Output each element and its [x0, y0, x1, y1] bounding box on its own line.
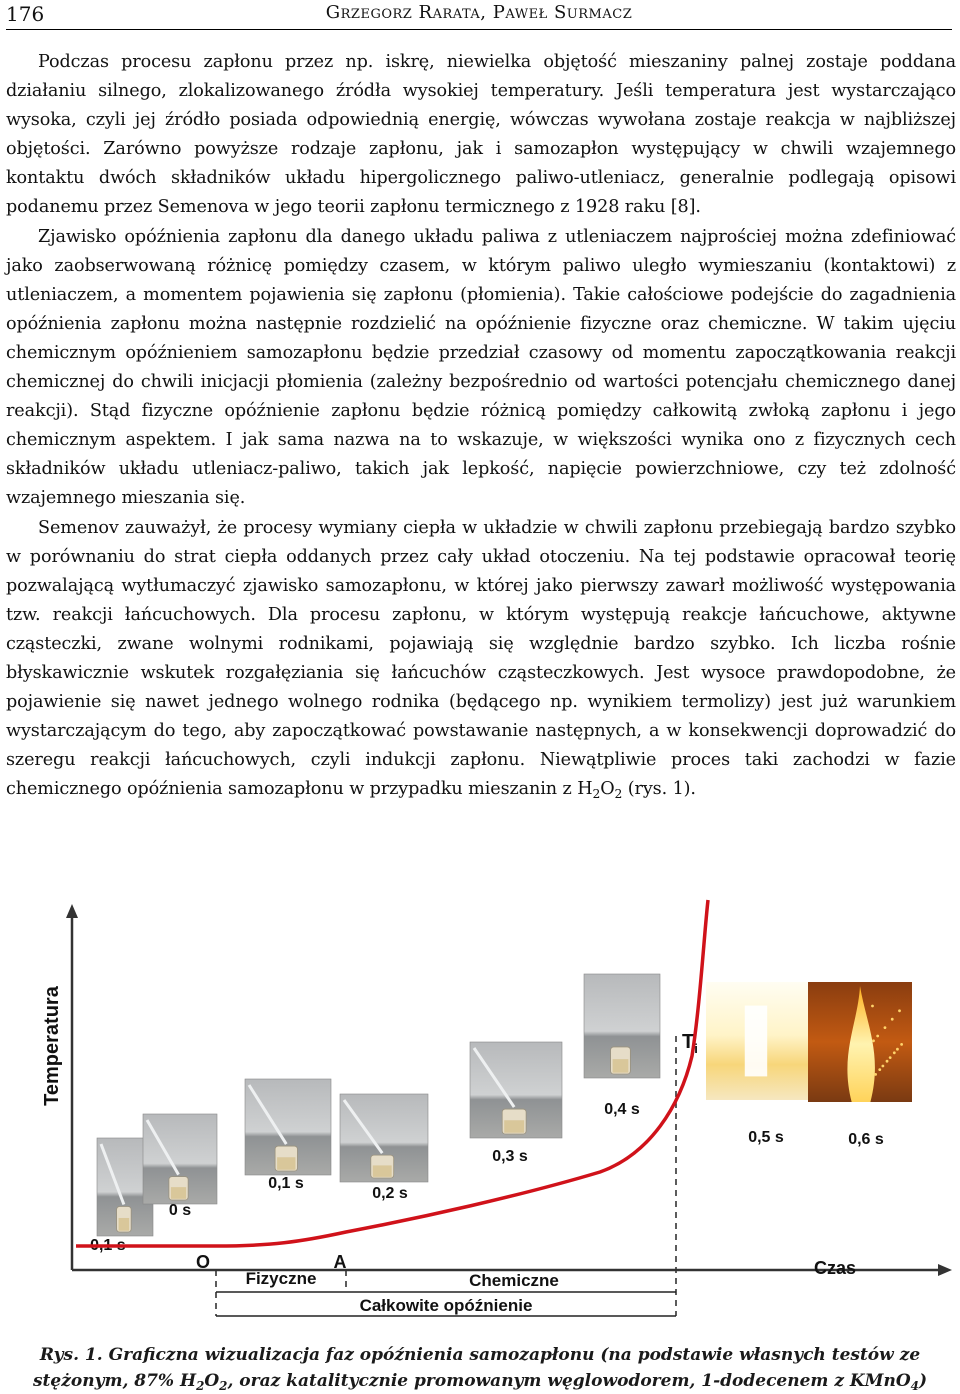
paragraph-3-o: O	[600, 779, 615, 800]
flash-core-icon	[745, 1006, 767, 1077]
spark-icon	[884, 1026, 887, 1029]
frame-time-label: 0,3 s	[492, 1148, 528, 1165]
subscript: 2	[614, 787, 623, 802]
spark-icon	[891, 1018, 894, 1021]
phase-chemical-label: Chemiczne	[469, 1271, 559, 1290]
liquid-icon	[373, 1165, 392, 1176]
y-axis-label: Temperatura	[41, 986, 63, 1106]
frame-photo	[340, 1094, 428, 1202]
frame-photo	[706, 982, 808, 1146]
caption-text: O	[204, 1371, 220, 1391]
frame-time-label: 0 s	[168, 1202, 192, 1219]
subscript: 2	[219, 1379, 228, 1393]
figure-ignition-delay	[0, 896, 960, 1336]
x-axis-label: Czas	[813, 1258, 857, 1278]
spark-icon	[881, 1065, 884, 1068]
caption-text: )	[918, 1371, 927, 1391]
spark-icon	[886, 1060, 889, 1063]
y-axis-arrow-icon	[66, 904, 78, 918]
frame-time-label: 0,4 s	[604, 1101, 640, 1118]
paragraph-1: Podczas procesu zapłonu przez np. iskrę, niewielka objętość mieszaniny palnej zostaje poddana działaniu silnego, zlokalizowanego źródła wysokiej temperatury. Jeśli temperatura jest wystarczająco wysoka, czyli jej źródło posiada odpowiednią energię, wówczas wywołana zostaje reakcja w najbliższej objętości. Zarówno powyższe rodzaje zapłonu, jak i samozapłon występujący w chwili wzajemnego kontaktu dwóch składników układu hipergolicznego paliwo-utleniacz, generalnie podlegają opisowi podanemu przez Semenova w jego teorii zapłonu termicznego z 1928 raku [8].	[6, 52, 956, 218]
liquid-icon	[119, 1218, 130, 1231]
frame-time-label: - 0,1 s	[80, 1237, 126, 1254]
running-head: Grzegorz Rarata, Paweł Surmacz	[325, 2, 633, 23]
frame-photo	[584, 974, 660, 1118]
spark-icon	[898, 1009, 901, 1012]
figure-canvas	[0, 896, 960, 1336]
spark-icon	[900, 1043, 903, 1046]
x-axis-arrow-icon	[938, 1264, 952, 1276]
liquid-icon	[613, 1059, 629, 1073]
frame-photo	[470, 1042, 562, 1165]
body-text	[6, 48, 956, 804]
paragraph-3-text: Semenov zauważył, że procesy wymiany ciepła w układzie w chwili zapłonu przebiegają bardzo szybko w porównaniu do strat ciepła oddanych przez cały układ otoczeniu. Na tej podstawie opracował teorię pozwalającą wytłumaczyć zjawisko samozapłonu, w której jako pierwszy zawarł możliwość występowania tzw. reakcji łańcuchowych. Dla procesu zapłonu, w którym występują reakcje łańcuchowe, aktywne cząsteczki, zwane wolnymi rodnikami, pojawiają się względnie bardzo szybko. Ich liczba rośnie błyskawicznie wskutek rozgałęziania się łańcuchów cząsteczkowych. Jest wysoce prawdopodobne, że pojawienie się nawet jednego wolnego rodnika (będącego np. wynikiem termolizy) jest już warunkiem wystarczającym do tego, aby zapoczątkować powstawanie następnych, a w konsekwencji doprowadzić do szeregu reakcji łańcuchowych, czyli indukcji zapłonu. Niewątpliwie proces taki zachodzi w fazie chemicznego opóźnienia samozapłonu w przypadku mieszanin z H	[6, 517, 956, 800]
frame-photo	[245, 1079, 331, 1192]
page-number: 176	[6, 2, 45, 26]
point-a-label: A	[333, 1252, 347, 1272]
frame-photo	[143, 1114, 217, 1219]
header-rule	[6, 29, 952, 30]
figure-caption	[20, 1342, 940, 1394]
liquid-icon	[504, 1120, 524, 1132]
spark-icon	[878, 1068, 881, 1071]
frame-time-label: 0,2 s	[372, 1185, 408, 1202]
spark-icon	[889, 1056, 892, 1059]
spark-icon	[876, 1035, 879, 1038]
frame-time-label: 0,6 s	[848, 1131, 884, 1148]
spark-icon	[896, 1048, 899, 1051]
frame-time-label: 0,1 s	[268, 1175, 304, 1192]
liquid-icon	[171, 1187, 186, 1199]
frame-photo	[80, 1138, 153, 1254]
page-header	[6, 0, 952, 30]
paragraph-3-end: (rys. 1).	[622, 779, 696, 800]
phase-total-label: Całkowite opóźnienie	[359, 1296, 533, 1315]
caption-text: Rys. 1. Graficzna wizualizacja faz opóźnienia samozapłonu (na podstawie własnych testów ze stężonym, 87% H	[32, 1345, 921, 1391]
spark-icon	[874, 1073, 877, 1076]
liquid-icon	[277, 1157, 295, 1169]
paragraph-2: Zjawisko opóźnienia zapłonu dla danego układu paliwa z utleniaczem najprościej można zdefiniować jako zaobserwowaną różnicę pomiędzy czasem, w którym paliwo uległo wymieszaniu (kontaktowi) z utleniaczem, a momentem pojawienia się zapłonu (płomienia). Takie całościowe podejście do zagadnienia opóźnienia zapłonu można następnie rozdzielić na opóźnienie fizyczne oraz chemiczne. W takim ujęciu chemicznym opóźnieniem samozapłonu będzie przedział czasowy od momentu zapoczątkowania reakcji chemicznej do chwili inicjacji płomienia (zależny bezpośrednio od wartości potencjału chemicznego danej reakcji). Stąd fizyczne opóźnienie zapłonu będzie różnicą pomiędzy całkowitą zwłoką zapłonu i jego chemicznym aspektem. I jak sama nazwa na to wskazuje, w większości wynika ono z fizycznych cech składników układu utleniacz-paliwo, takich jak lepkość, napięcie powierzchniowe, czy też zdolność wzajemnego mieszania się.	[6, 226, 956, 509]
subscript: 4	[910, 1379, 919, 1393]
caption-text: , oraz katalitycznie promowanym węglowodorem, 1-dodecenem z KMnO	[227, 1371, 911, 1391]
subscript: 2	[592, 787, 601, 802]
frames	[80, 974, 912, 1254]
spark-icon	[871, 1005, 874, 1008]
spark-icon	[893, 1051, 896, 1054]
origin-label: O	[195, 1252, 211, 1272]
ti-label: $T_i$	[682, 1031, 698, 1056]
spark-icon	[872, 1039, 875, 1042]
frame-time-label: 0,5 s	[748, 1129, 784, 1146]
paragraph-3	[6, 514, 956, 805]
phase-physical-label: Fizyczne	[245, 1269, 317, 1288]
subscript: 2	[196, 1379, 205, 1393]
frame-photo	[808, 982, 912, 1148]
